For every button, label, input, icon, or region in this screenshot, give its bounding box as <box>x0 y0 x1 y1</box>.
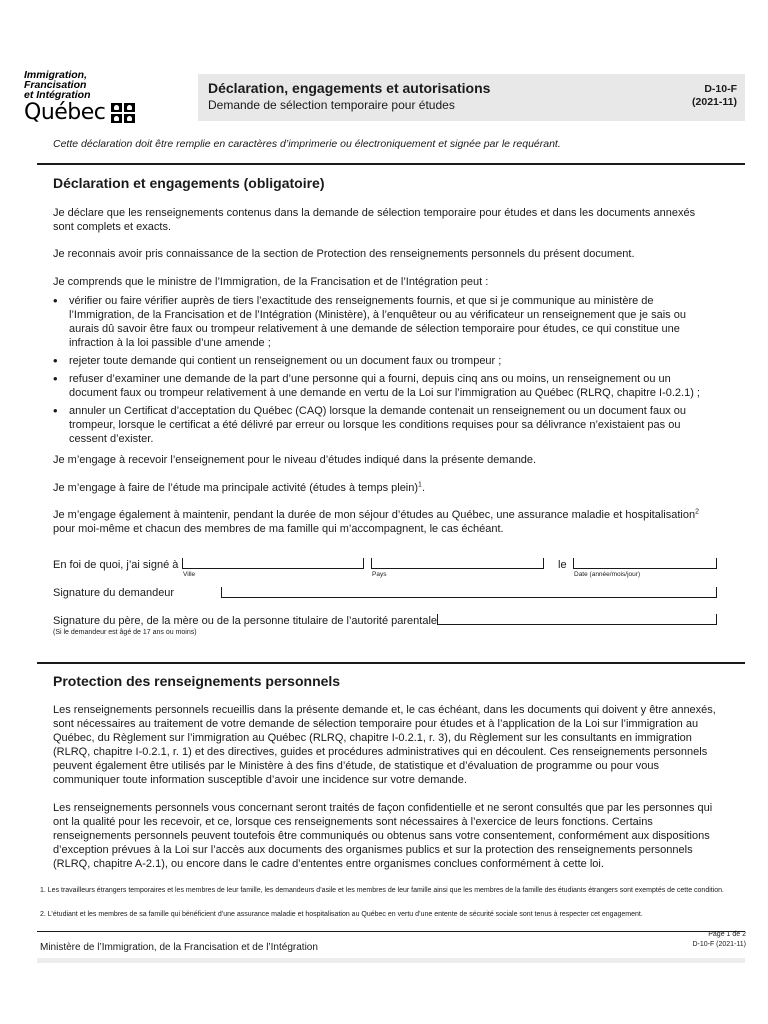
list-item: • refuser d’examiner une demande de la part d’une personne qui a fourni, depuis cinq ans ou moins, un renseignement ou un document faux ou trompeur relativement à une demande en vertu de la Loi sur l’immigration au Québec (RLRQ, chapitre I-0.2.1) ; <box>53 372 718 400</box>
footnote-1: 1. Les travailleurs étrangers temporaires et les membres de leur famille, les demandeurs d’asile et les membres de leur famille ainsi que les membres de la famille des étudiants étrangers sont exemptés de cette condition. <box>40 887 724 894</box>
city-label: Ville <box>183 571 196 578</box>
date-prefix: le <box>558 559 567 571</box>
section-divider <box>37 163 745 165</box>
footnote-ref-2: 2 <box>695 508 699 516</box>
declaration-text-end: . <box>421 482 426 494</box>
declaration-text-main: Je m’engage à faire de l’étude ma principale activité (études à temps plein) <box>53 482 419 494</box>
date-field[interactable] <box>573 558 717 569</box>
logo-word: Québec <box>24 100 106 125</box>
declaration-text: Je comprends que le ministre de l’Immigration, de la Francisation et de l’Intégration peut : <box>53 276 489 288</box>
applicant-signature-field[interactable] <box>221 587 717 598</box>
form-subtitle: Demande de sélection temporaire pour études <box>208 98 455 112</box>
fleur-de-lis-flag-icon <box>111 103 135 123</box>
quebec-logo <box>24 70 194 125</box>
protection-title: Protection des renseignements personnels <box>53 673 341 689</box>
protection-text: Les renseignements personnels recueillis dans la présente demande et, le cas échéant, dans les documents qui doivent y être annexés, sont nécessaires au traitement de votre demande de sélection temporaire pour études et à l’application de la Loi sur l’immigration au Québec, du Règlement sur l’immigration au Québec (RLRQ, chapitre I-0.2.1, r. 3), du Règlement sur les consultants en immigration (RLRQ, chapitre I-0.2.1, r. 1) et des directives, guides et procédures administratives qui en découlent. Ces renseignements personnels peuvent également être utilisés par le Ministère à des fins d’étude, de statistique et d’évaluation de programme ou pour vous communiquer toute information susceptible d’avoir une incidence sur votre demande. <box>53 704 716 786</box>
footer-form-code: D-10-F (2021-11) <box>692 941 746 948</box>
declaration-text <box>53 481 718 495</box>
page-number: Page 1 de 2 <box>708 931 746 938</box>
declaration-text: Je déclare que les renseignements contenus dans la demande de sélection temporaire pour études et dans les documents annexés sont complets et exacts. <box>53 207 696 233</box>
declaration-text-main: Je m’engage également à maintenir, pendant la durée de mon séjour d’études au Québec, une assurance maladie et hospitalisation <box>53 509 696 521</box>
logo-line-2: Francisation <box>24 79 87 91</box>
declaration-paragraph-2 <box>53 247 718 261</box>
city-field[interactable] <box>182 558 364 569</box>
date-label: Date (année/mois/jour) <box>574 571 641 578</box>
logo-line-1: Immigration, <box>24 69 88 81</box>
applicant-signature-label: Signature du demandeur <box>53 587 175 599</box>
country-field[interactable] <box>371 558 544 569</box>
list-item: • annuler un Certificat d’acceptation du Québec (CAQ) lorsque la demande contenait un renseignement ou un document faux ou trompeur, lorsque le certificat a été délivré par erreur ou lorsque les conditions requises pour sa délivrance n’existaient pas ou cessent d’exister. <box>53 404 718 446</box>
declaration-paragraph-5 <box>53 481 718 495</box>
intro-instruction: Cette déclaration doit être remplie en caractères d’imprimerie ou électroniquement et signée par le requérant. <box>53 138 561 150</box>
ministry-name: Ministère de l’Immigration, de la Francisation et de l’Intégration <box>40 942 318 953</box>
parent-signature-field[interactable] <box>437 614 717 625</box>
parent-signature-label: Signature du père, de la mère ou de la personne titulaire de l’autorité parentale <box>53 615 438 627</box>
declaration-text-end: pour moi-même et chacun des membres de ma famille qui m’accompagnent, le cas échéant. <box>53 523 504 535</box>
declaration-paragraph-1 <box>53 206 718 234</box>
declaration-paragraph-6 <box>53 508 718 536</box>
declaration-title: Déclaration et engagements (obligatoire) <box>53 175 325 191</box>
footer-divider <box>37 931 745 932</box>
footnote-2: 2. L’étudiant et les membres de sa famille qui bénéficient d’une assurance maladie et hospitalisation au Québec en vertu d’une entente de sécurité sociale sont tenus à respecter cet engagement. <box>40 911 643 918</box>
declaration-paragraph-3 <box>53 275 718 289</box>
list-item: • rejeter toute demande qui contient un renseignement ou un document faux ou trompeur ; <box>53 354 718 368</box>
protection-paragraph-1 <box>53 703 718 787</box>
powers-list <box>53 294 718 450</box>
section-divider <box>37 662 745 664</box>
logo-line-3: et Intégration <box>24 89 91 101</box>
form-code-number: D-10-F <box>704 83 737 95</box>
protection-paragraph-2 <box>53 801 718 871</box>
bottom-bar <box>37 958 745 963</box>
form-title: Déclaration, engagements et autorisations <box>208 80 491 96</box>
signed-at-label: En foi de quoi, j’ai signé à <box>53 559 179 571</box>
declaration-text: Je reconnais avoir pris connaissance de la section de Protection des renseignements personnels du présent document. <box>53 248 635 260</box>
country-label: Pays <box>372 571 387 578</box>
declaration-paragraph-4 <box>53 453 718 467</box>
declaration-text <box>53 508 718 536</box>
header-band <box>198 74 745 121</box>
footnote-ref-1: 1 <box>418 481 422 489</box>
parent-signature-note: (Si le demandeur est âgé de 17 ans ou moins) <box>53 629 197 636</box>
logo-wordmark <box>24 101 194 125</box>
list-item: • vérifier ou faire vérifier auprès de tiers l’exactitude des renseignements fournis, et que si je communique au ministère de l’Immigration, de la Francisation et de l’Intégration (Ministère), à l’enquêteur ou au vérificateur un renseignement que je sais ou aurais dû savoir être faux ou trompeur relativement à une demande de sélection temporaire pour études, ce qui constitue une infraction à la loi passible d’une amende ; <box>53 294 718 350</box>
form-code <box>692 83 737 109</box>
form-code-date: (2021-11) <box>692 96 737 108</box>
protection-text: Les renseignements personnels vous concernant seront traités de façon confidentielle et ne seront consultés que par les personnes qui ont la qualité pour les recevoir, et ce, lorsque ces renseignements sont nécessaires à l’exercice de leurs fonctions. Certains renseignements personnels peuvent toutefois être communiqués ou obtenus sans votre consentement, conformément aux dispositions d’exception prévues à la Loi sur l’accès aux documents des organismes publics et sur la protection des renseignements personnels (RLRQ, chapitre A-2.1), ou encore dans le cadre d’ententes entre organismes conclues conformément à cette loi. <box>53 802 713 870</box>
page-info <box>692 930 746 950</box>
declaration-text: Je m’engage à recevoir l’enseignement pour le niveau d’études indiqué dans la présente demande. <box>53 454 537 466</box>
